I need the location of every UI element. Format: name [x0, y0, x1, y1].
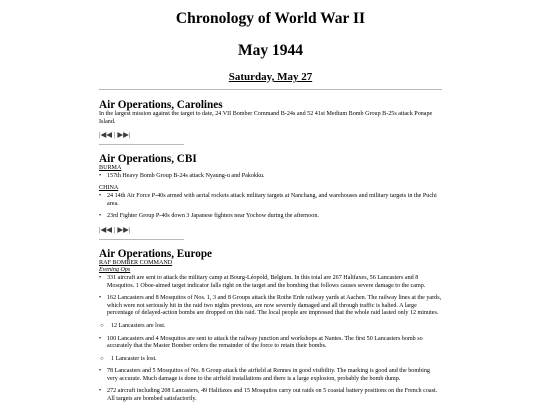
- section-carolines: [99, 99, 442, 145]
- next-link[interactable]: ▶▶|: [117, 224, 131, 234]
- list-item: • 272 aircraft including 208 Lancasters, 49 Halifaxes and 15 Mosquitos carry out raids on 5 coastal battery positions on the French coast. All targets are bombed satisfactorily.: [99, 388, 442, 403]
- subheading-china: CHINA: [99, 185, 119, 192]
- section-text: In the largest mission against the target to date, 24 VII Bomber Command B-24s and 52 41st Medium Bomb Group B-25s attack Ponape Island.: [99, 111, 433, 125]
- prev-link[interactable]: |◀◀: [99, 130, 113, 140]
- next-link[interactable]: ▶▶|: [117, 130, 131, 140]
- prev-link[interactable]: |◀◀: [99, 224, 113, 234]
- page-title: Chronology of World War II: [175, 10, 366, 27]
- list-item: • 162 Lancasters and 8 Mosquitos of Nos. 1, 3 and 8 Groups attack the Rothe Erde railway yards at Aachen. The railway lines at the yards, which were not seriously hit in the raid two nights previous, are now severely damaged and all through traffic is halted. A large percentage of delayed-action bombs are dropped on this raid. The local people are impressed that the whole raid lasted only 12 minutes.: [99, 295, 442, 318]
- nav-separator: |: [113, 130, 116, 140]
- divider: [99, 239, 184, 240]
- list-item: ○ 12 Lancasters are lost.: [99, 323, 442, 331]
- section-heading: Air Operations, Europe: [99, 247, 213, 260]
- list-item: ○ 1 Lancaster is lost.: [99, 356, 442, 364]
- section-heading: Air Operations, Carolines: [99, 99, 223, 111]
- list-item: • 157th Heavy Bomb Group B-24s attack Nyaung-u and Pakokku.: [99, 173, 442, 181]
- list-item: • 23rd Fighter Group P-40s down 3 Japanese fighters near Yochow during the afternoon.: [99, 213, 442, 221]
- nav-links: [99, 130, 442, 139]
- list-item: • 100 Lancasters and 4 Mosquitos are sent to attack the railway junction and workshops at Nantes. The first 50 Lancasters bomb so accurately that the Master Bomber orders the remainder of the force to retain their bombs.: [99, 336, 442, 351]
- divider: [99, 144, 184, 145]
- section-europe: [99, 248, 442, 404]
- nav-separator: |: [113, 224, 116, 234]
- nav-links: [99, 225, 442, 234]
- section-cbi: [99, 153, 442, 240]
- subheading-burma: BURMA: [99, 165, 122, 172]
- list-item: • 78 Lancasters and 5 Mosquitos of No. 8 Group attack the airfield at Rennes in good visibility. The marking is good and the bombing very accurate. Much damage is done to the airfield installations and there is a large explosion, probably the bomb dump.: [99, 368, 442, 383]
- date-heading: Saturday, May 27: [228, 71, 313, 83]
- list-item: • 331 aircraft are sent to attack the military camp at Bourg-Léopold, Belgium. In this total are 267 Halifaxes, 56 Lancasters and 8 Mosquitos. 1 Oboe-aimed target indicator falls right on the target and the bombing that follows causes severe damage to the camp.: [99, 275, 442, 290]
- month-heading: May 1944: [237, 42, 303, 59]
- list-item: • 24 14th Air Force P-40s armed with aerial rockets attack military targets at Nanchang, and warehouses and military targets in the Puchi area.: [99, 193, 442, 208]
- divider: [99, 89, 442, 90]
- subheading-raf: RAF BOMBER COMMAND: [99, 259, 173, 266]
- section-heading: Air Operations, CBI: [99, 153, 197, 166]
- subheading-evening-ops: Evening Ops: [99, 267, 131, 274]
- document-page: [99, 0, 442, 404]
